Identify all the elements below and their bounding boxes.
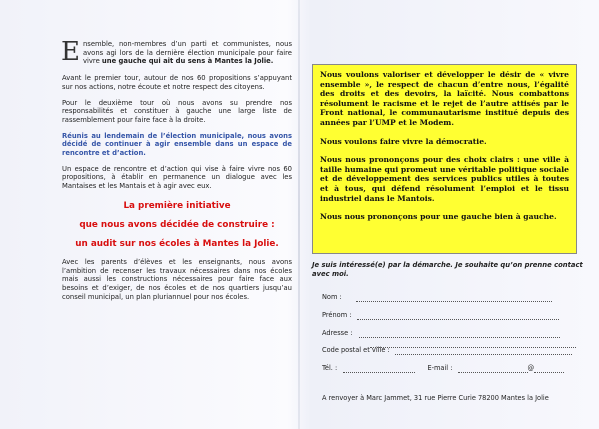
page-fold (298, 0, 300, 429)
field-adresse[interactable] (322, 329, 560, 338)
input-line-adresse[interactable] (359, 331, 560, 338)
field-prenom[interactable] (322, 311, 559, 320)
input-line-email-user[interactable] (458, 366, 528, 373)
email-at-sign: @ (527, 364, 535, 372)
paragraph-espace: Un espace de rencontre et d’action qui vise à faire vivre nos 60 propositions, à établir en permanence un dialogue avec les Mantaises et les Mantais et à agir avec eux. (62, 164, 292, 191)
label-nom: Nom : (322, 293, 342, 301)
input-line-tel[interactable] (343, 366, 415, 373)
paragraph-first-round: Avant le premier tour, autour de nos 60 propositions s’appuyant sur nos actions, notre écoute et notre respect des citoyens. (62, 74, 292, 91)
red-heading-1: La première initiative (123, 200, 231, 211)
label-adresse: Adresse : (322, 329, 353, 337)
label-code-postal: Code postal et ville : (322, 346, 390, 354)
label-prenom: Prénom : (322, 311, 352, 319)
field-code-postal[interactable] (322, 346, 572, 355)
paragraph-second-round: Pour le deuxième tour où nous avons su prendre nos responsabilités et constituer à gauche une large liste de rassemblement pour faire face à la droite. (62, 98, 292, 124)
red-heading-2: que nous avons décidée de construire : (79, 219, 275, 230)
field-contact[interactable] (322, 364, 564, 373)
intro-paragraph (61, 37, 292, 67)
label-email: E-mail : (427, 364, 453, 372)
contact-form (312, 261, 586, 288)
return-address: A renvoyer à Marc Jammet, 31 rue Pierre Curie 78200 Mantes la Jolie (322, 394, 549, 402)
input-line-prenom[interactable] (357, 313, 559, 320)
statement-gauche: Nous nous prononçons pour une gauche bien à gauche. (320, 212, 557, 222)
input-line-nom[interactable] (356, 295, 552, 302)
input-line-code-postal[interactable] (395, 348, 572, 355)
label-tel: Tél. : (322, 364, 338, 372)
paragraph-audit: Avec les parents d’élèves et les enseignants, nous avons l’ambition de recenser les travaux nécessaires dans nos écoles mais aussi les constructions nécessaires pour faire face aux besoins et d’exiger, de nos écoles et de nos quartiers jusqu’au conseil municipal, un plan pluriannuel pour nos écoles. (62, 257, 292, 301)
field-nom[interactable] (322, 293, 552, 302)
dropcap: E (61, 37, 80, 67)
intro-text: nsemble, non-membres d’un parti et communistes, nous avons agi lors de la dernière élection municipale pour faire vivre (82, 40, 292, 66)
yellow-statement-box (312, 64, 577, 254)
input-line-email-domain[interactable] (534, 366, 564, 373)
left-column (61, 37, 292, 308)
form-header: Je suis intéressé(e) par la démarche. Je souhaite qu’on prenne contact avec moi. (312, 261, 583, 278)
statement-democratie: Nous voulons faire vivre la démocratie. (320, 136, 487, 146)
statement-vivre-ensemble: Nous voulons valoriser et développer le désir de « vivre ensemble », le respect de chacun d’entre nous, l’égalité des droits et des devoirs, la laïcité. Nous combattons résolument le racisme et le rejet de l’autre attisés par le Front national, le communautarisme institué depuis des années par l’UMP et le Modem. (320, 70, 569, 127)
statement-choix-clairs: Nous nous prononçons pour des choix clairs : une ville à taille humaine qui promeut une véritable politique sociale et de développement des services publics utiles à toutes et à tous, qui défend résolument l’emploi et le tissu industriel dans le Mantois. (320, 155, 569, 203)
paragraph-reunion: Réunis au lendemain de l’élection municipale, nous avons décidé de continuer à agir ensemble dans un espace de rencontre et d’action. (62, 131, 292, 158)
red-heading-3: un audit sur nos écoles à Mantes la Jolie. (75, 238, 279, 249)
intro-bold: une gauche qui ait du sens à Mantes la Jolie. (101, 57, 274, 66)
